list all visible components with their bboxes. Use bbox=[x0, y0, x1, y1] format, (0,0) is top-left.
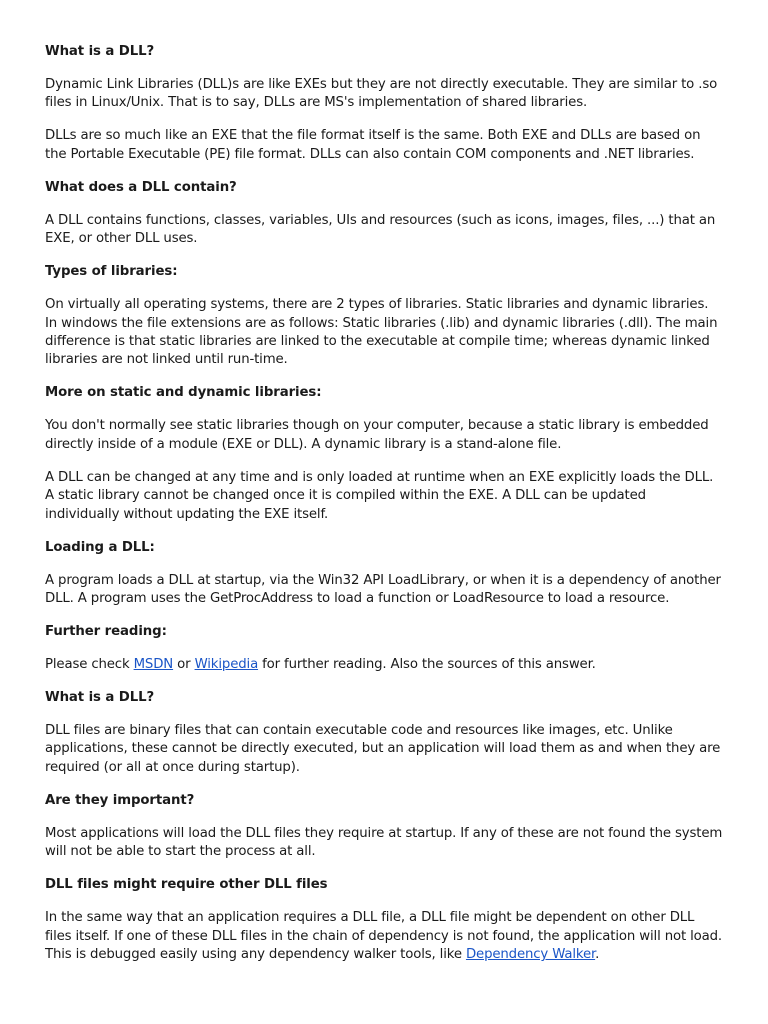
paragraph: A program loads a DLL at startup, via the Win32 API LoadLibrary, or when it is a dependency of another DLL. A program uses the GetProcAddress to load a function or LoadResource to load a resource. bbox=[45, 572, 721, 607]
text-span: In the same way that an application requires a DLL file, a DLL file might be dependent on other DLL files itself. If one of these DLL files in the chain of dependency is not found, the application will not load. This is debugged easily using any dependency walker tools, like bbox=[45, 910, 722, 963]
final-paragraph bbox=[45, 909, 724, 964]
section-heading: Are they important? bbox=[45, 792, 195, 808]
paragraph: Most applications will load the DLL files they require at startup. If any of these are not found the system will not be able to start the process at all. bbox=[45, 825, 723, 860]
paragraph: You don't normally see static libraries though on your computer, because a static library is embedded directly inside of a module (EXE or DLL). A dynamic library is a stand-alone file. bbox=[45, 418, 709, 452]
msdn-link[interactable]: MSDN bbox=[133, 657, 174, 673]
paragraph: Dynamic Link Libraries (DLL)s are like EXEs but they are not directly executable. They are similar to .so files in Linux/Unix. That is to say, DLLs are MS's implementation of shared libraries. bbox=[45, 77, 718, 111]
section-heading: What is a DLL? bbox=[45, 44, 155, 59]
section-heading: DLL files might require other DLL files bbox=[45, 877, 328, 893]
dependency-walker-link[interactable]: Dependency Walker bbox=[465, 947, 596, 963]
paragraph: On virtually all operating systems, there are 2 types of libraries. Static libraries and dynamic libraries. In windows the file extensions are as follows: Static libraries (.lib) and dynamic libraries (.dll). The main difference is that static libraries are linked to the executable at compile time; whereas dynamic linked libraries are not linked until run-time. bbox=[45, 297, 718, 368]
text-span: or bbox=[173, 657, 195, 673]
text-span: Please check bbox=[45, 657, 134, 673]
section-heading: What is a DLL? bbox=[45, 690, 155, 706]
section-heading: More on static and dynamic libraries: bbox=[45, 385, 322, 401]
section-heading: Types of libraries: bbox=[45, 264, 178, 280]
paragraph: DLL files are binary files that can contain executable code and resources like images, etc. Unlike applications, these cannot be directly executed, but an application will load them as and when they are required (or all at once during startup). bbox=[45, 723, 721, 775]
section-heading: What does a DLL contain? bbox=[45, 179, 237, 195]
section-heading: Further reading: bbox=[45, 624, 167, 640]
paragraph: A DLL can be changed at any time and is only loaded at runtime when an EXE explicitly loads the DLL. A static library cannot be changed once it is compiled within the EXE. A DLL can be updated individually without updating the EXE itself. bbox=[45, 469, 714, 522]
text-span: for further reading. Also the sources of this answer. bbox=[258, 657, 596, 673]
section-heading: Loading a DLL: bbox=[45, 539, 155, 555]
paragraph: DLLs are so much like an EXE that the file format itself is the same. Both EXE and DLLs are based on the Portable Executable (PE) file format. DLLs can also contain COM components and .NET libraries. bbox=[45, 128, 701, 162]
paragraph: A DLL contains functions, classes, variables, UIs and resources (such as icons, images, files, ...) that an EXE, or other DLL uses. bbox=[45, 212, 716, 247]
text-span: . bbox=[595, 947, 600, 963]
further-reading-paragraph bbox=[45, 656, 724, 674]
wikipedia-link[interactable]: Wikipedia bbox=[194, 657, 259, 673]
